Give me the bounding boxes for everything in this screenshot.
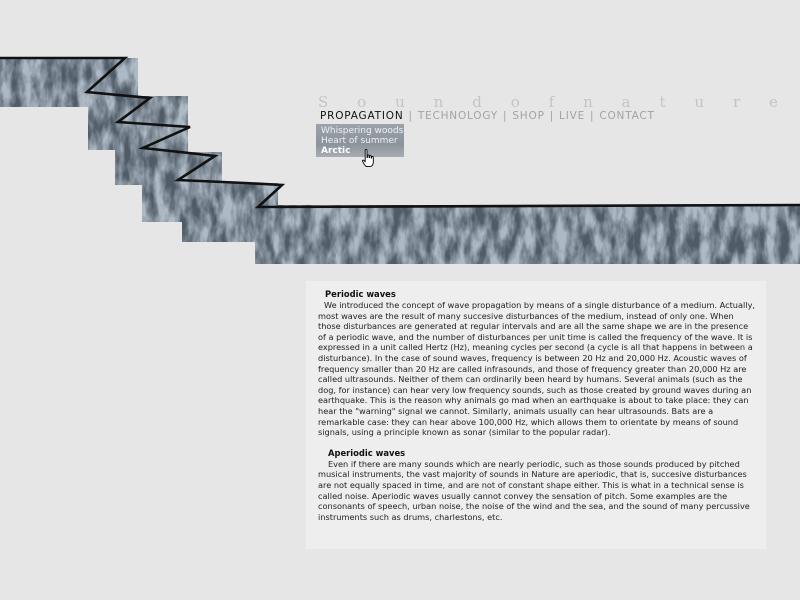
site-title-letter: d — [472, 93, 482, 111]
nav-item-live[interactable]: LIVE — [559, 110, 586, 122]
nav-item-shop[interactable]: SHOP — [512, 110, 545, 122]
section-title-periodic-waves: Periodic waves — [325, 289, 396, 299]
section-gap — [318, 438, 756, 448]
nav-item-propagation[interactable]: PROPAGATION — [320, 110, 404, 122]
hand-pointer-icon — [362, 149, 376, 169]
nav-item-contact[interactable]: CONTACT — [599, 110, 655, 122]
site-title-letter: e — [769, 93, 778, 111]
main-nav — [320, 110, 655, 122]
nav-item-technology[interactable]: TECHNOLOGY — [417, 110, 498, 122]
section-title-aperiodic-waves: Aperiodic waves — [328, 447, 406, 458]
dropdown-item-arctic[interactable]: Arctic — [321, 146, 351, 156]
nav-separator: | — [549, 110, 555, 122]
section-body-periodic-waves: We introduced the concept of wave propagation by means of a single disturbance of a medium. Actually, most waves are the result of many succesive disturbances of the medium, instead of only one. When those disturbances are generated at regular intervals and are all the same shape we are in the presence of a periodic wave, and the number of disturbances per unit time is called the frequency of the wave. It is expressed in a unit called Hertz (Hz), meaning cycles per second (a cycle is all that happens in between a disturbance). In the case of sound waves, frequency is between 20 Hz and 20,000 Hz. Acoustic waves of frequency smaller than 20 Hz are called infrasounds, and those of frequency greater than 20,000 Hz are called ultrasounds. Neither of them can ordinarily been heard by humans. Several animals (such as the dog, for instance) can hear very low frequency sounds, such as those created by ground waves during an earthquake. This is the reason why animals go mad when an earthquake is about to take place: they can hear the "warning" signal we cannot. Similarly, animals usually can hear ultrasounds. Bats are a remarkable case: they can hear above 100,000 Hz, which allows them to orientate by means of sound signals, using a principle known as sonar (similar to the popular radar). — [318, 300, 756, 438]
content-panel — [306, 281, 766, 549]
site-title-letter: t — [659, 93, 666, 111]
dropdown-item-whispering-woods[interactable]: Whispering woods — [321, 126, 404, 136]
nav-separator: | — [503, 110, 508, 122]
site-title-letter: S — [318, 93, 329, 111]
site-title-letter: f — [548, 93, 555, 111]
site-title-letter: u — [395, 93, 405, 111]
site-title — [318, 93, 778, 111]
site-title-letter: a — [621, 93, 631, 111]
dropdown-item-heart-of-summer[interactable]: Heart of summer — [321, 136, 398, 146]
nav-separator: | — [408, 110, 413, 122]
site-title-letter: o — [510, 93, 520, 111]
propagation-dropdown — [316, 124, 404, 157]
nav-separator: | — [590, 110, 595, 122]
site-title-letter: r — [732, 93, 741, 111]
section-body-aperiodic-waves: Even if there are many sounds which are nearly periodic, such as those sounds produced by pitched musical instruments, the vast majority of sounds in Nature are aperiodic, that is, succesive disturbances are not equally spaced in time, and are not of constant shape either. This is what in a technical sense is called noise. Aperiodic waves usually cannot convey the sensation of pitch. Some examples are the consonants of speech, urban noise, the noise of the wind and the sea, and the sound of many percussive instruments such as drums, charlestons, etc. — [318, 458, 750, 522]
site-title-letter: n — [583, 93, 593, 111]
site-title-letter: n — [433, 93, 444, 111]
site-title-letter: u — [694, 93, 705, 111]
site-title-letter: o — [357, 93, 367, 111]
